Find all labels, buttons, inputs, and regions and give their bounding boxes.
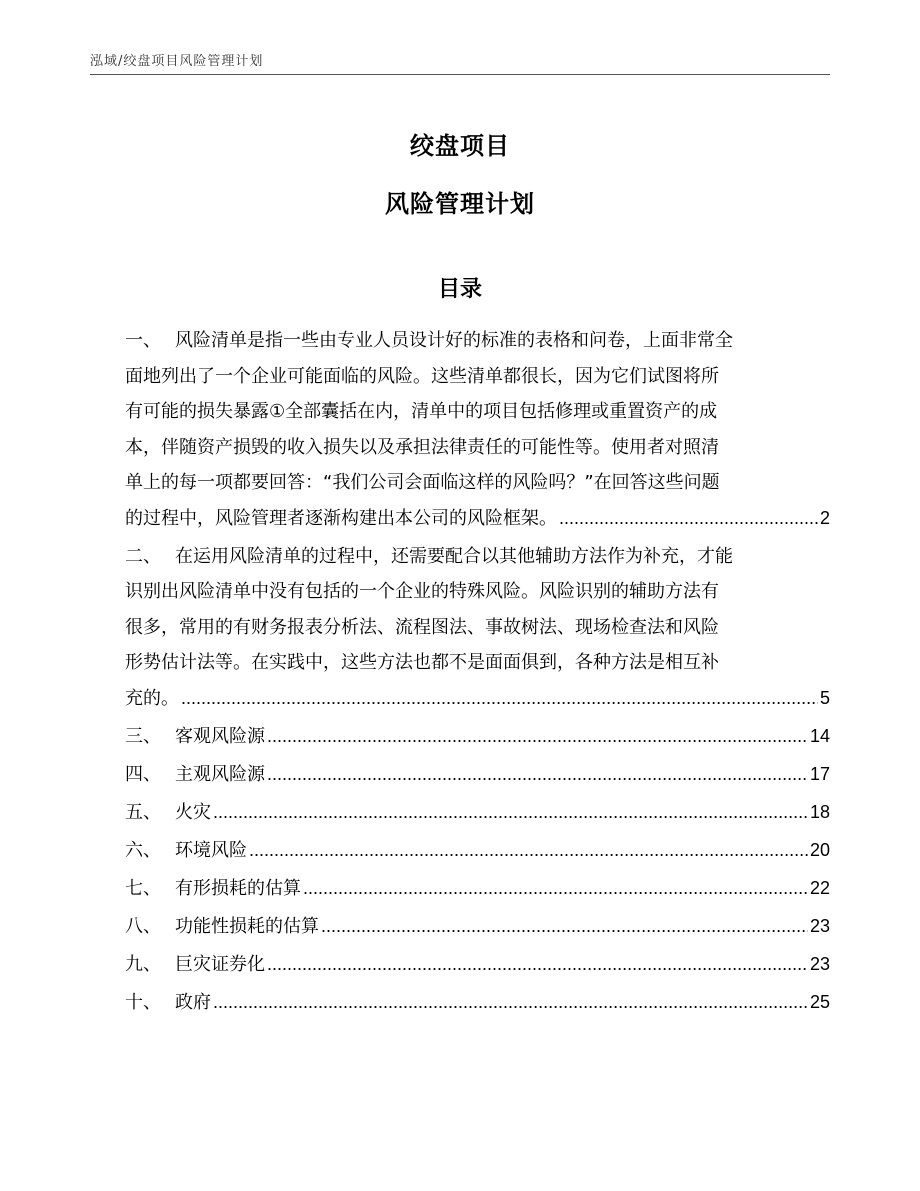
- toc-entry-text: 主观风险源: [175, 763, 265, 785]
- toc-entry-number: 十、: [125, 991, 161, 1013]
- toc-entry[interactable]: [125, 871, 830, 907]
- toc-dot-leader: [559, 501, 818, 537]
- toc-entry-number: 四、: [125, 763, 161, 785]
- toc-dot-leader: [213, 795, 808, 831]
- document-subtitle: 风险管理计划: [385, 190, 535, 218]
- toc-entry-number: 八、: [125, 915, 161, 937]
- toc-entry-text: 巨灾证券化: [175, 953, 265, 975]
- toc-page-number: 18: [809, 801, 830, 822]
- toc-page-number: 2: [819, 507, 830, 528]
- toc-page-number: 20: [809, 839, 830, 860]
- toc-entry-text: 环境风险: [175, 839, 247, 861]
- toc-dot-leader: [267, 757, 808, 793]
- toc-entry-text: 在运用风险清单的过程中，还需要配合以其他辅助方法作为补充，才能: [175, 545, 733, 567]
- toc-entry-text: 面地列出了一个企业可能面临的风险。这些清单都很长，因为它们试图将所: [125, 365, 719, 387]
- running-header: 泓域/绞盘项目风险管理计划: [90, 54, 264, 69]
- toc-entry-text: 功能性损耗的估算: [175, 915, 319, 937]
- toc-entry-number: 七、: [125, 877, 161, 899]
- toc-dot-leader: [181, 681, 818, 717]
- toc-entry-text: 风险清单是指一些由专业人员设计好的标准的表格和问卷，上面非常全: [175, 330, 733, 351]
- toc-entry[interactable]: [125, 757, 830, 793]
- toc-entry[interactable]: [125, 795, 830, 831]
- toc-entry-text: 很多，常用的有财务报表分析法、流程图法、事故树法、现场检查法和风险: [125, 616, 719, 638]
- toc-dot-leader: [321, 909, 808, 945]
- toc-entry[interactable]: [125, 539, 830, 717]
- toc-dot-leader: [267, 719, 808, 755]
- toc-entry[interactable]: [125, 985, 830, 1021]
- toc-entry-text: 形势估计法等。在实践中，这些方法也都不是面面俱到，各种方法是相互补: [125, 652, 719, 673]
- table-of-contents: [125, 323, 830, 1023]
- toc-page-number: 23: [809, 915, 830, 936]
- toc-dot-leader: [267, 947, 808, 983]
- toc-entry-text: 政府: [175, 991, 211, 1013]
- toc-entry-text: 有形损耗的估算: [175, 877, 301, 899]
- toc-entry[interactable]: [125, 833, 830, 869]
- toc-dot-leader: [303, 871, 808, 907]
- toc-page-number: 14: [809, 725, 830, 746]
- toc-entry-number: 一、: [125, 330, 161, 351]
- toc-page-number: 22: [809, 877, 830, 898]
- toc-entry-text: 识别出风险清单中没有包括的一个企业的特殊风险。风险识别的辅助方法有: [125, 581, 719, 602]
- toc-entry[interactable]: [125, 909, 830, 945]
- toc-entry-number: 三、: [125, 725, 161, 747]
- toc-entry-text: 充的。: [125, 687, 179, 709]
- toc-entry-number: 二、: [125, 545, 161, 567]
- toc-entry-number: 六、: [125, 839, 161, 861]
- toc-entry-text: 火灾: [175, 801, 211, 823]
- toc-entry[interactable]: [125, 947, 830, 983]
- toc-entry-text: 有可能的损失暴露①全部囊括在内，清单中的项目包括修理或重置资产的成: [125, 401, 718, 422]
- header-divider: [90, 74, 830, 75]
- toc-dot-leader: [249, 833, 808, 869]
- toc-dot-leader: [213, 985, 808, 1021]
- toc-entry-text: 本，伴随资产损毁的收入损失以及承担法律责任的可能性等。使用者对照清: [125, 436, 719, 458]
- document-title: 绞盘项目: [410, 132, 510, 160]
- toc-entry-text: 单上的每一项都要回答：“我们公司会面临这样的风险吗？”在回答这些问题: [125, 472, 720, 493]
- toc-entry[interactable]: [125, 323, 830, 536]
- toc-heading: 目录: [437, 277, 482, 302]
- toc-entry-number: 五、: [125, 801, 161, 823]
- toc-entry-number: 九、: [125, 953, 161, 975]
- toc-page-number: 25: [809, 991, 830, 1012]
- toc-entry[interactable]: [125, 719, 830, 755]
- toc-page-number: 5: [819, 687, 830, 708]
- toc-page-number: 23: [809, 953, 830, 974]
- toc-page-number: 17: [809, 763, 830, 784]
- toc-entry-text: 客观风险源: [175, 725, 265, 747]
- toc-entry-text: 的过程中，风险管理者逐渐构建出本公司的风险框架。: [125, 507, 557, 529]
